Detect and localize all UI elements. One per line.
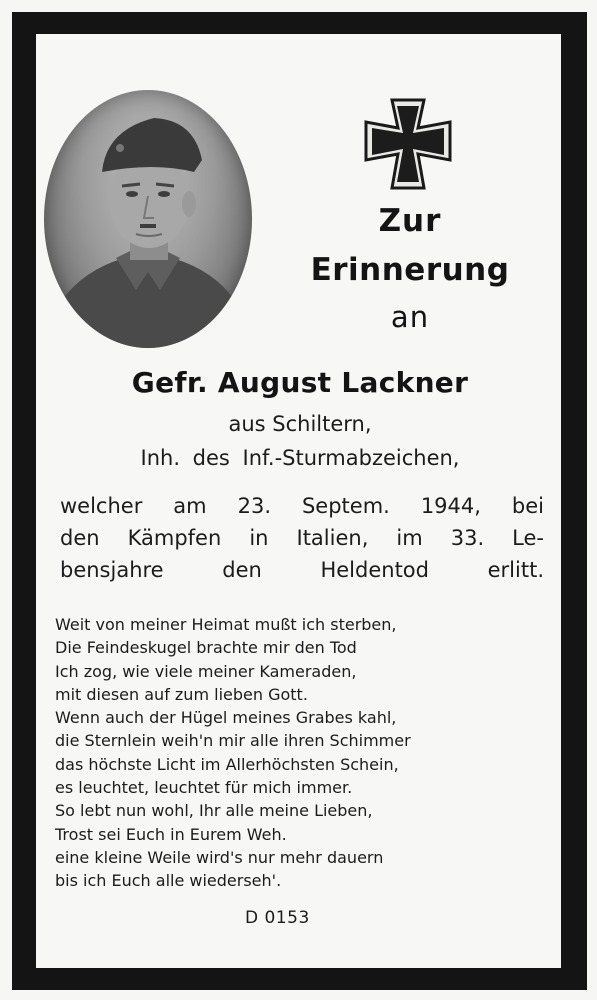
poem-line: Wenn auch der Hügel meines Grabes kahl, <box>55 708 397 728</box>
poem-line: eine kleine Weile wird's nur mehr dauern <box>55 847 384 867</box>
decoration-line: Inh. des Inf.-Sturmabzeichen, <box>140 446 460 470</box>
poem-line: Weit von meiner Heimat mußt ich sterben, <box>55 615 397 634</box>
poem-line: Trost sei Euch in Eurem Weh. <box>55 824 287 844</box>
iron-cross-icon <box>362 98 454 190</box>
print-code: D 0153 <box>245 908 310 928</box>
death-notice-line: den Kämpfen in Italien, im 33. Le- <box>60 526 544 550</box>
origin-line: aus Schiltern, <box>228 412 372 436</box>
title-an: an <box>390 300 430 334</box>
poem-line: das höchste Licht im Allerhöchsten Schein, <box>55 754 399 774</box>
poem-line: mit diesen auf zum lieben Gott. <box>55 684 308 704</box>
death-notice <box>60 490 544 586</box>
poem-line: die Sternlein weih'n mir alle ihren Schimmer <box>55 731 411 751</box>
memorial-poem <box>55 613 515 893</box>
deceased-name: Gefr. August Lackner <box>131 366 469 399</box>
title-erinnerung: Erinnerung <box>310 252 510 288</box>
poem-line: So lebt nun wohl, Ihr alle meine Lieben, <box>55 801 373 821</box>
death-notice-line: bensjahre den Heldentod erlitt. <box>60 558 544 582</box>
title-zur: Zur <box>378 203 442 239</box>
poem-line: Die Feindeskugel brachte mir den Tod <box>55 638 357 658</box>
poem-line: Ich zog, wie viele meiner Kameraden, <box>55 661 357 681</box>
soldier-portrait <box>44 90 252 348</box>
death-notice-line: welcher am 23. Septem. 1944, bei <box>60 494 544 518</box>
poem-line: es leuchtet, leuchtet für mich immer. <box>55 778 353 798</box>
poem-line: bis ich Euch alle wiederseh'. <box>55 871 282 891</box>
